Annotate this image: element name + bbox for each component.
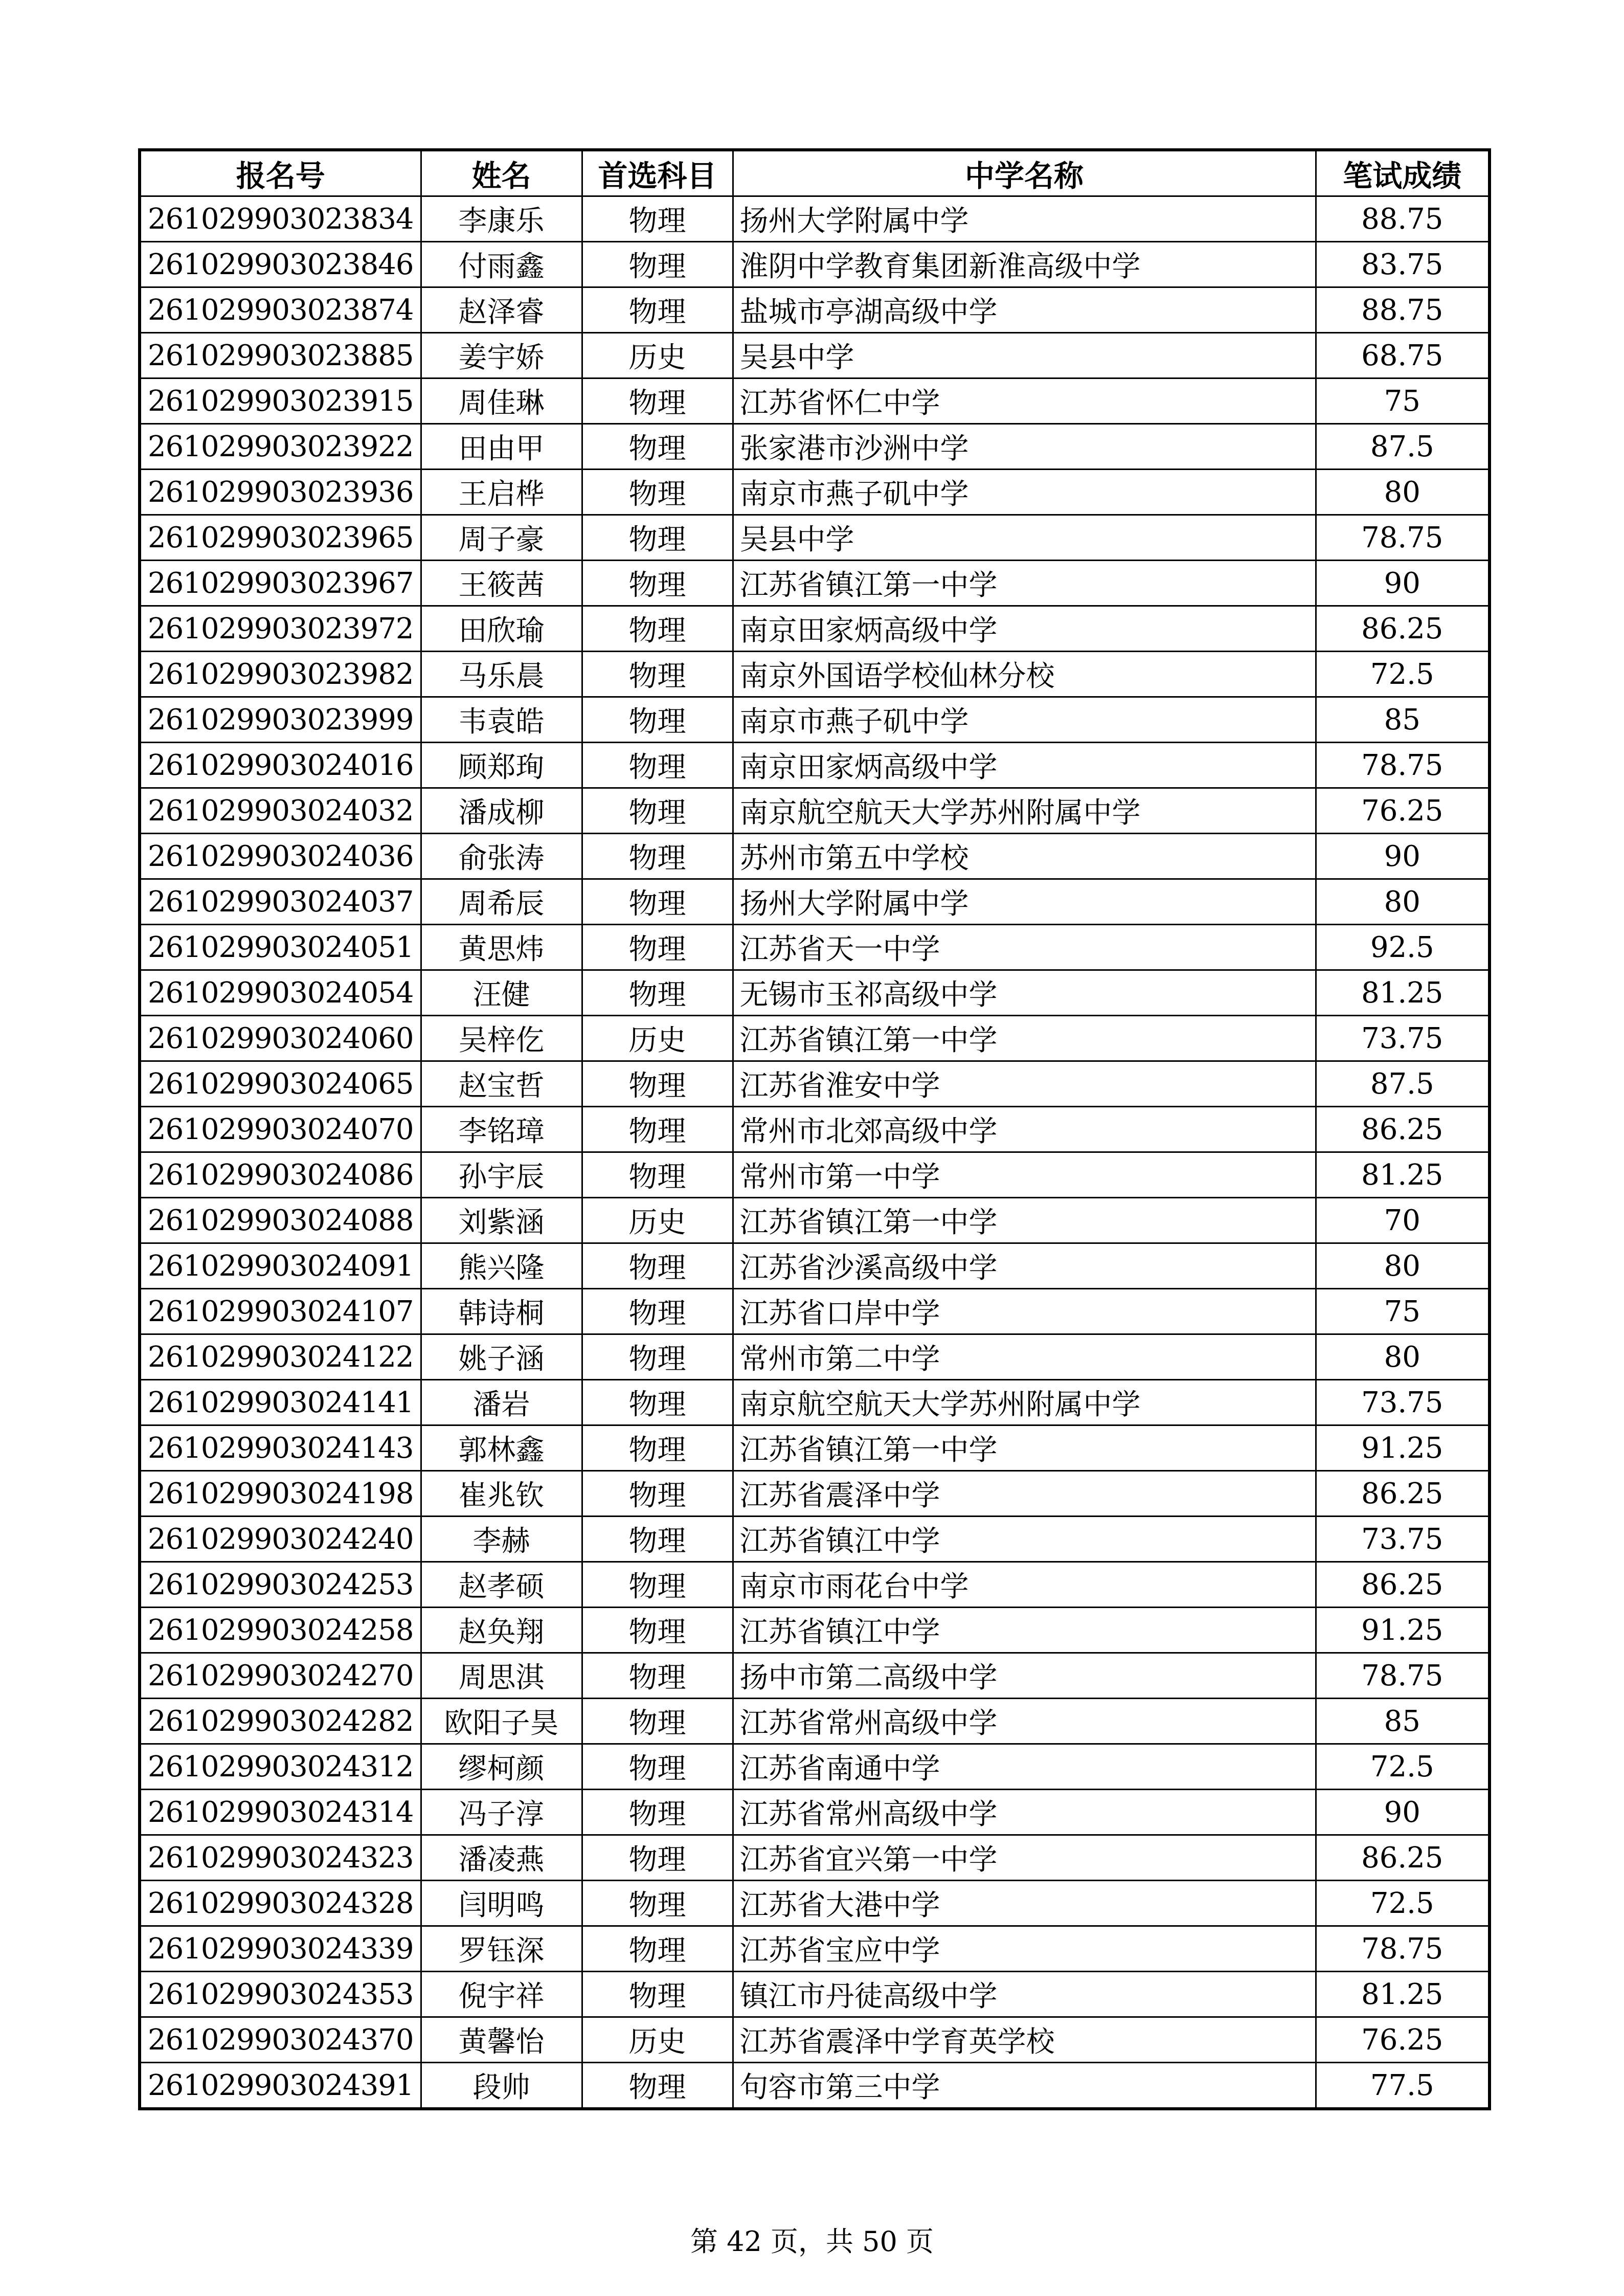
name-cell: 赵孝硕 — [421, 1562, 582, 1608]
name-cell: 潘成柳 — [421, 788, 582, 834]
score-cell: 86.25 — [1316, 1471, 1490, 1517]
subject-cell: 物理 — [582, 652, 733, 697]
registration-number-cell: 261029903024054 — [140, 970, 421, 1016]
registration-number-cell: 261029903024328 — [140, 1881, 421, 1926]
school-cell: 江苏省宝应中学 — [733, 1926, 1316, 1972]
table-row — [140, 1198, 1490, 1243]
header-subject: 首选科目 — [582, 150, 733, 196]
subject-cell: 物理 — [582, 879, 733, 925]
name-cell: 崔兆钦 — [421, 1471, 582, 1517]
registration-number-cell: 261029903023967 — [140, 561, 421, 606]
score-cell: 80 — [1316, 1334, 1490, 1380]
name-cell: 刘紫涵 — [421, 1198, 582, 1243]
table-row — [140, 925, 1490, 970]
score-cell: 80 — [1316, 1243, 1490, 1289]
table-row — [140, 1972, 1490, 2017]
school-cell: 江苏省镇江第一中学 — [733, 561, 1316, 606]
registration-number-cell: 261029903024282 — [140, 1699, 421, 1744]
school-cell: 江苏省震泽中学 — [733, 1471, 1316, 1517]
score-cell: 86.25 — [1316, 1107, 1490, 1152]
registration-number-cell: 261029903024107 — [140, 1289, 421, 1334]
table-row — [140, 2063, 1490, 2109]
school-cell: 吴县中学 — [733, 515, 1316, 561]
name-cell: 吴梓仡 — [421, 1016, 582, 1061]
table-row — [140, 970, 1490, 1016]
name-cell: 马乐晨 — [421, 652, 582, 697]
name-cell: 姜宇娇 — [421, 333, 582, 378]
name-cell: 赵奂翔 — [421, 1608, 582, 1653]
name-cell: 倪宇祥 — [421, 1972, 582, 2017]
name-cell: 周子豪 — [421, 515, 582, 561]
school-cell: 江苏省镇江第一中学 — [733, 1198, 1316, 1243]
score-cell: 75 — [1316, 1289, 1490, 1334]
score-cell: 88.75 — [1316, 196, 1490, 242]
table-row — [140, 697, 1490, 743]
registration-number-cell: 261029903024060 — [140, 1016, 421, 1061]
name-cell: 周佳琳 — [421, 378, 582, 424]
table-row — [140, 1061, 1490, 1107]
table-row — [140, 1471, 1490, 1517]
registration-number-cell: 261029903024370 — [140, 2017, 421, 2063]
name-cell: 田欣瑜 — [421, 606, 582, 652]
score-cell: 77.5 — [1316, 2063, 1490, 2109]
score-cell: 81.25 — [1316, 1972, 1490, 2017]
score-cell: 81.25 — [1316, 1152, 1490, 1198]
score-cell: 80 — [1316, 879, 1490, 925]
name-cell: 潘岩 — [421, 1380, 582, 1425]
score-cell: 78.75 — [1316, 743, 1490, 788]
score-table — [138, 148, 1491, 2110]
subject-cell: 物理 — [582, 424, 733, 470]
table-row — [140, 470, 1490, 515]
score-cell: 90 — [1316, 1790, 1490, 1835]
registration-number-cell: 261029903024312 — [140, 1744, 421, 1790]
name-cell: 李铭璋 — [421, 1107, 582, 1152]
name-cell: 周希辰 — [421, 879, 582, 925]
table-row — [140, 333, 1490, 378]
table-row — [140, 1517, 1490, 1562]
name-cell: 欧阳子昊 — [421, 1699, 582, 1744]
school-cell: 张家港市沙洲中学 — [733, 424, 1316, 470]
score-cell: 76.25 — [1316, 788, 1490, 834]
table-row — [140, 1926, 1490, 1972]
registration-number-cell: 261029903023885 — [140, 333, 421, 378]
table-row — [140, 1608, 1490, 1653]
name-cell: 王筱茜 — [421, 561, 582, 606]
subject-cell: 历史 — [582, 1198, 733, 1243]
score-cell: 70 — [1316, 1198, 1490, 1243]
table-row — [140, 1243, 1490, 1289]
registration-number-cell: 261029903024391 — [140, 2063, 421, 2109]
table-row — [140, 242, 1490, 287]
table-row — [140, 1289, 1490, 1334]
name-cell: 郭林鑫 — [421, 1425, 582, 1471]
table-row — [140, 196, 1490, 242]
school-cell: 江苏省怀仁中学 — [733, 378, 1316, 424]
school-cell: 镇江市丹徒高级中学 — [733, 1972, 1316, 2017]
table-row — [140, 424, 1490, 470]
subject-cell: 物理 — [582, 1243, 733, 1289]
name-cell: 黄思炜 — [421, 925, 582, 970]
school-cell: 盐城市亭湖高级中学 — [733, 287, 1316, 333]
school-cell: 扬州大学附属中学 — [733, 879, 1316, 925]
score-cell: 78.75 — [1316, 1653, 1490, 1699]
score-cell: 73.75 — [1316, 1517, 1490, 1562]
score-cell: 83.75 — [1316, 242, 1490, 287]
school-cell: 南京市燕子矶中学 — [733, 697, 1316, 743]
name-cell: 段帅 — [421, 2063, 582, 2109]
table-row — [140, 788, 1490, 834]
school-cell: 江苏省淮安中学 — [733, 1061, 1316, 1107]
score-cell: 90 — [1316, 561, 1490, 606]
registration-number-cell: 261029903024070 — [140, 1107, 421, 1152]
registration-number-cell: 261029903024253 — [140, 1562, 421, 1608]
score-cell: 91.25 — [1316, 1608, 1490, 1653]
school-cell: 江苏省宜兴第一中学 — [733, 1835, 1316, 1881]
name-cell: 韦袁皓 — [421, 697, 582, 743]
name-cell: 田由甲 — [421, 424, 582, 470]
header-name: 姓名 — [421, 150, 582, 196]
subject-cell: 物理 — [582, 1881, 733, 1926]
table-row — [140, 1152, 1490, 1198]
name-cell: 汪健 — [421, 970, 582, 1016]
name-cell: 罗钰深 — [421, 1926, 582, 1972]
registration-number-cell: 261029903023922 — [140, 424, 421, 470]
school-cell: 常州市北郊高级中学 — [733, 1107, 1316, 1152]
school-cell: 江苏省南通中学 — [733, 1744, 1316, 1790]
subject-cell: 物理 — [582, 606, 733, 652]
subject-cell: 物理 — [582, 470, 733, 515]
school-cell: 苏州市第五中学校 — [733, 834, 1316, 879]
subject-cell: 物理 — [582, 1653, 733, 1699]
score-cell: 91.25 — [1316, 1425, 1490, 1471]
school-cell: 南京市燕子矶中学 — [733, 470, 1316, 515]
subject-cell: 历史 — [582, 333, 733, 378]
subject-cell: 物理 — [582, 1926, 733, 1972]
subject-cell: 物理 — [582, 242, 733, 287]
school-cell: 江苏省镇江中学 — [733, 1517, 1316, 1562]
score-cell: 90 — [1316, 834, 1490, 879]
table-row — [140, 1835, 1490, 1881]
score-cell: 88.75 — [1316, 287, 1490, 333]
subject-cell: 物理 — [582, 743, 733, 788]
subject-cell: 物理 — [582, 1835, 733, 1881]
subject-cell: 物理 — [582, 1972, 733, 2017]
registration-number-cell: 261029903023999 — [140, 697, 421, 743]
subject-cell: 物理 — [582, 1152, 733, 1198]
score-cell: 72.5 — [1316, 1744, 1490, 1790]
name-cell: 韩诗桐 — [421, 1289, 582, 1334]
table-row — [140, 1744, 1490, 1790]
score-cell: 76.25 — [1316, 2017, 1490, 2063]
score-cell: 73.75 — [1316, 1016, 1490, 1061]
school-cell: 江苏省天一中学 — [733, 925, 1316, 970]
registration-number-cell: 261029903024314 — [140, 1790, 421, 1835]
school-cell: 扬中市第二高级中学 — [733, 1653, 1316, 1699]
score-cell: 80 — [1316, 470, 1490, 515]
name-cell: 熊兴隆 — [421, 1243, 582, 1289]
registration-number-cell: 261029903023982 — [140, 652, 421, 697]
score-cell: 72.5 — [1316, 1881, 1490, 1926]
registration-number-cell: 261029903023936 — [140, 470, 421, 515]
name-cell: 王启桦 — [421, 470, 582, 515]
registration-number-cell: 261029903023972 — [140, 606, 421, 652]
subject-cell: 物理 — [582, 1289, 733, 1334]
registration-number-cell: 261029903024088 — [140, 1198, 421, 1243]
subject-cell: 物理 — [582, 1790, 733, 1835]
name-cell: 李康乐 — [421, 196, 582, 242]
page-footer: 第 42 页，共 50 页 — [690, 2225, 934, 2258]
registration-number-cell: 261029903023965 — [140, 515, 421, 561]
registration-number-cell: 261029903024036 — [140, 834, 421, 879]
table-row — [140, 1334, 1490, 1380]
subject-cell: 物理 — [582, 1562, 733, 1608]
table-row — [140, 287, 1490, 333]
subject-cell: 物理 — [582, 196, 733, 242]
registration-number-cell: 261029903023846 — [140, 242, 421, 287]
table-row — [140, 1881, 1490, 1926]
name-cell: 李赫 — [421, 1517, 582, 1562]
score-cell: 87.5 — [1316, 1061, 1490, 1107]
header-score: 笔试成绩 — [1316, 150, 1490, 196]
header-registration-number: 报名号 — [140, 150, 421, 196]
subject-cell: 物理 — [582, 697, 733, 743]
score-cell: 85 — [1316, 697, 1490, 743]
school-cell: 江苏省常州高级中学 — [733, 1790, 1316, 1835]
registration-number-cell: 261029903024141 — [140, 1380, 421, 1425]
subject-cell: 物理 — [582, 2063, 733, 2109]
table-row — [140, 561, 1490, 606]
name-cell: 付雨鑫 — [421, 242, 582, 287]
school-cell: 江苏省大港中学 — [733, 1881, 1316, 1926]
table-row — [140, 2017, 1490, 2063]
registration-number-cell: 261029903024240 — [140, 1517, 421, 1562]
name-cell: 黄馨怡 — [421, 2017, 582, 2063]
name-cell: 赵宝哲 — [421, 1061, 582, 1107]
score-cell: 86.25 — [1316, 606, 1490, 652]
registration-number-cell: 261029903024270 — [140, 1653, 421, 1699]
subject-cell: 物理 — [582, 1425, 733, 1471]
registration-number-cell: 261029903024258 — [140, 1608, 421, 1653]
header-school: 中学名称 — [733, 150, 1316, 196]
registration-number-cell: 261029903023834 — [140, 196, 421, 242]
score-cell: 73.75 — [1316, 1380, 1490, 1425]
score-cell: 78.75 — [1316, 515, 1490, 561]
school-cell: 江苏省口岸中学 — [733, 1289, 1316, 1334]
subject-cell: 物理 — [582, 1334, 733, 1380]
registration-number-cell: 261029903024091 — [140, 1243, 421, 1289]
table-row — [140, 1790, 1490, 1835]
registration-number-cell: 261029903024339 — [140, 1926, 421, 1972]
registration-number-cell: 261029903024086 — [140, 1152, 421, 1198]
name-cell: 赵泽睿 — [421, 287, 582, 333]
table-row — [140, 743, 1490, 788]
school-cell: 江苏省沙溪高级中学 — [733, 1243, 1316, 1289]
score-cell: 78.75 — [1316, 1926, 1490, 1972]
score-cell: 86.25 — [1316, 1835, 1490, 1881]
registration-number-cell: 261029903024122 — [140, 1334, 421, 1380]
subject-cell: 历史 — [582, 2017, 733, 2063]
name-cell: 姚子涵 — [421, 1334, 582, 1380]
school-cell: 江苏省镇江第一中学 — [733, 1425, 1316, 1471]
table-row — [140, 1425, 1490, 1471]
registration-number-cell: 261029903024143 — [140, 1425, 421, 1471]
table-row — [140, 1699, 1490, 1744]
subject-cell: 物理 — [582, 378, 733, 424]
school-cell: 江苏省震泽中学育英学校 — [733, 2017, 1316, 2063]
subject-cell: 物理 — [582, 970, 733, 1016]
registration-number-cell: 261029903024353 — [140, 1972, 421, 2017]
table-row — [140, 1562, 1490, 1608]
name-cell: 周思淇 — [421, 1653, 582, 1699]
name-cell: 顾郑珣 — [421, 743, 582, 788]
registration-number-cell: 261029903024037 — [140, 879, 421, 925]
table-row — [140, 378, 1490, 424]
table-row — [140, 515, 1490, 561]
table-row — [140, 1107, 1490, 1152]
school-cell: 淮阴中学教育集团新淮高级中学 — [733, 242, 1316, 287]
score-cell: 68.75 — [1316, 333, 1490, 378]
school-cell: 南京田家炳高级中学 — [733, 606, 1316, 652]
table-row — [140, 1653, 1490, 1699]
subject-cell: 物理 — [582, 1744, 733, 1790]
subject-cell: 物理 — [582, 925, 733, 970]
table-row — [140, 879, 1490, 925]
table-row — [140, 834, 1490, 879]
school-cell: 江苏省镇江第一中学 — [733, 1016, 1316, 1061]
score-cell: 72.5 — [1316, 652, 1490, 697]
school-cell: 常州市第一中学 — [733, 1152, 1316, 1198]
school-cell: 江苏省镇江中学 — [733, 1608, 1316, 1653]
registration-number-cell: 261029903024032 — [140, 788, 421, 834]
school-cell: 常州市第二中学 — [733, 1334, 1316, 1380]
score-cell: 85 — [1316, 1699, 1490, 1744]
registration-number-cell: 261029903024065 — [140, 1061, 421, 1107]
table-row — [140, 652, 1490, 697]
name-cell: 俞张涛 — [421, 834, 582, 879]
registration-number-cell: 261029903024198 — [140, 1471, 421, 1517]
subject-cell: 历史 — [582, 1016, 733, 1061]
name-cell: 孙宇辰 — [421, 1152, 582, 1198]
school-cell: 江苏省常州高级中学 — [733, 1699, 1316, 1744]
score-cell: 92.5 — [1316, 925, 1490, 970]
table-row — [140, 1016, 1490, 1061]
subject-cell: 物理 — [582, 287, 733, 333]
subject-cell: 物理 — [582, 1608, 733, 1653]
header-row — [140, 150, 1490, 196]
subject-cell: 物理 — [582, 1517, 733, 1562]
school-cell: 南京市雨花台中学 — [733, 1562, 1316, 1608]
registration-number-cell: 261029903023915 — [140, 378, 421, 424]
score-cell: 75 — [1316, 378, 1490, 424]
name-cell: 闫明鸣 — [421, 1881, 582, 1926]
subject-cell: 物理 — [582, 1699, 733, 1744]
subject-cell: 物理 — [582, 515, 733, 561]
subject-cell: 物理 — [582, 1380, 733, 1425]
subject-cell: 物理 — [582, 1471, 733, 1517]
registration-number-cell: 261029903024051 — [140, 925, 421, 970]
table-row — [140, 606, 1490, 652]
subject-cell: 物理 — [582, 788, 733, 834]
subject-cell: 物理 — [582, 1061, 733, 1107]
subject-cell: 物理 — [582, 1107, 733, 1152]
name-cell: 冯子淳 — [421, 1790, 582, 1835]
school-cell: 南京航空航天大学苏州附属中学 — [733, 788, 1316, 834]
subject-cell: 物理 — [582, 834, 733, 879]
school-cell: 南京外国语学校仙林分校 — [733, 652, 1316, 697]
registration-number-cell: 261029903024016 — [140, 743, 421, 788]
subject-cell: 物理 — [582, 561, 733, 606]
school-cell: 扬州大学附属中学 — [733, 196, 1316, 242]
school-cell: 吴县中学 — [733, 333, 1316, 378]
table-row — [140, 1380, 1490, 1425]
name-cell: 缪柯颜 — [421, 1744, 582, 1790]
school-cell: 句容市第三中学 — [733, 2063, 1316, 2109]
school-cell: 南京航空航天大学苏州附属中学 — [733, 1380, 1316, 1425]
school-cell: 无锡市玉祁高级中学 — [733, 970, 1316, 1016]
school-cell: 南京田家炳高级中学 — [733, 743, 1316, 788]
name-cell: 潘凌燕 — [421, 1835, 582, 1881]
score-cell: 87.5 — [1316, 424, 1490, 470]
registration-number-cell: 261029903024323 — [140, 1835, 421, 1881]
registration-number-cell: 261029903023874 — [140, 287, 421, 333]
score-cell: 86.25 — [1316, 1562, 1490, 1608]
score-cell: 81.25 — [1316, 970, 1490, 1016]
